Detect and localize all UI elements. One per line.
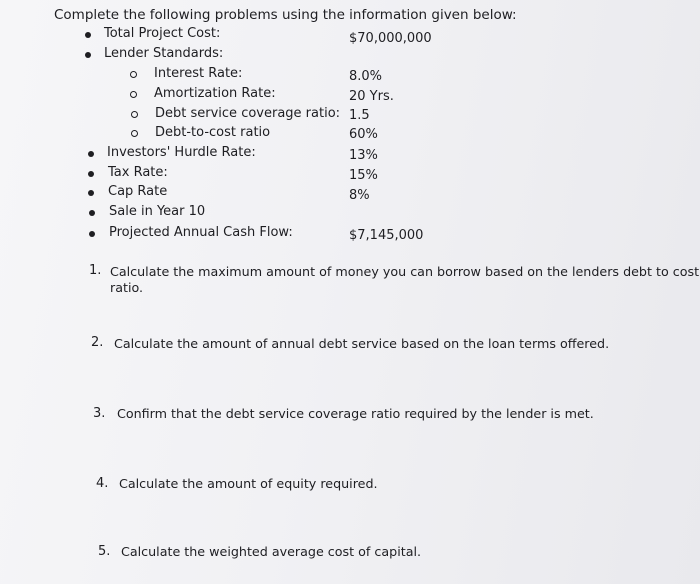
- lender-standards-label: Lender Standards:: [104, 46, 224, 61]
- question-2-text: Calculate the amount of annual debt service based on the loan terms offered.: [114, 336, 610, 351]
- cap-rate-value: 8%: [349, 188, 370, 203]
- circle-bullet-icon: [131, 130, 138, 137]
- bullet-icon: [88, 151, 94, 157]
- hurdle-rate-value: 13%: [349, 148, 378, 163]
- question-5-text: Calculate the weighted average cost of capital.: [121, 544, 422, 559]
- bullet-icon: [89, 210, 95, 216]
- question-4-text: Calculate the amount of equity required.: [119, 476, 378, 491]
- cash-flow-value: $7,145,000: [349, 228, 424, 243]
- bullet-icon: [85, 32, 91, 38]
- question-3-text: Confirm that the debt service coverage ratio required by the lender is met.: [117, 406, 594, 421]
- question-number: 4.: [96, 476, 109, 491]
- dscr-value: 1.5: [349, 108, 370, 123]
- debt-to-cost-label: Debt-to-cost ratio: [155, 125, 271, 140]
- question-1-text-cont: ratio.: [110, 280, 144, 295]
- hurdle-rate-label: Investors' Hurdle Rate:: [107, 145, 256, 160]
- tax-rate-value: 15%: [349, 168, 378, 183]
- question-number: 2.: [91, 335, 104, 350]
- question-number: 5.: [98, 544, 111, 559]
- amortization-rate-label: Amortization Rate:: [154, 86, 276, 101]
- total-project-cost-value: $70,000,000: [349, 31, 432, 46]
- circle-bullet-icon: [130, 91, 137, 98]
- debt-to-cost-value: 60%: [349, 127, 378, 142]
- tax-rate-label: Tax Rate:: [108, 165, 168, 180]
- bullet-icon: [88, 190, 94, 196]
- cap-rate-label: Cap Rate: [108, 184, 168, 199]
- interest-rate-label: Interest Rate:: [154, 66, 243, 81]
- cash-flow-label: Projected Annual Cash Flow:: [109, 225, 293, 240]
- circle-bullet-icon: [130, 71, 137, 78]
- bullet-icon: [88, 171, 94, 177]
- question-number: 1.: [89, 263, 102, 278]
- amortization-rate-value: 20 Yrs.: [349, 89, 394, 104]
- circle-bullet-icon: [131, 111, 138, 118]
- sale-year-label: Sale in Year 10: [109, 204, 206, 219]
- bullet-icon: [85, 52, 91, 58]
- question-number: 3.: [93, 406, 106, 421]
- dscr-label: Debt service coverage ratio:: [155, 106, 341, 121]
- question-1-text: Calculate the maximum amount of money you can borrow based on the lenders debt to cost: [110, 264, 700, 279]
- bullet-icon: [89, 231, 95, 237]
- interest-rate-value: 8.0%: [349, 69, 383, 84]
- intro-text: Complete the following problems using the information given below:: [54, 7, 517, 23]
- total-project-cost-label: Total Project Cost:: [104, 26, 221, 41]
